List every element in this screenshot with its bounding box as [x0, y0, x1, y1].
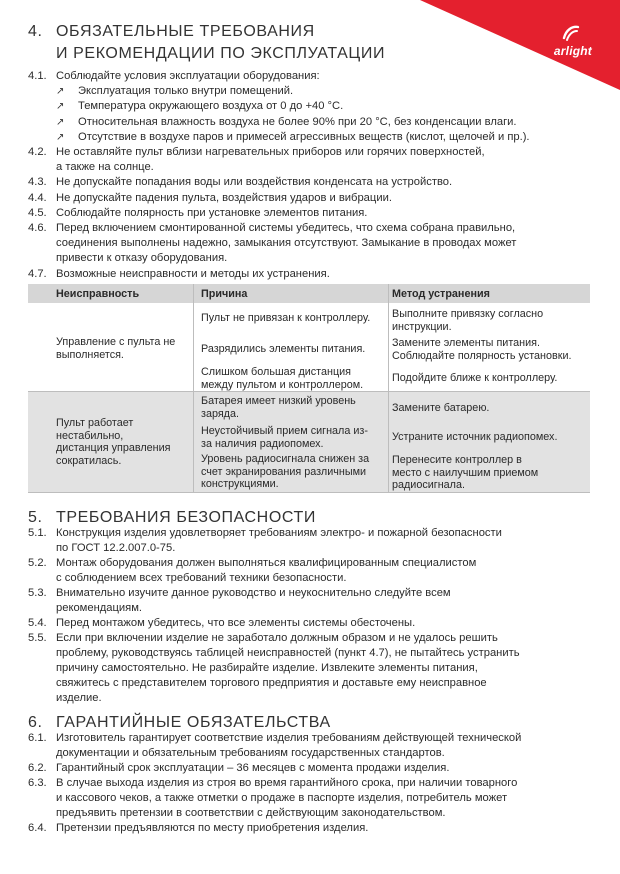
- item-text: предъявить претензии в соответствии с действующим законодательством.: [56, 807, 446, 819]
- fix-text: Замените элементы питания.: [392, 337, 540, 349]
- bullet-text: Относительная влажность воздуха не более 90% при 20 °C, без конденсации влаги.: [78, 115, 517, 128]
- item-text: а также на солнце.: [56, 161, 154, 174]
- item-number: 5.1.: [28, 527, 47, 539]
- fix-text: место с наилучшим приемом: [392, 466, 539, 479]
- cause-text: между пультом и контроллером.: [201, 378, 364, 391]
- item-number: 6.2.: [28, 762, 47, 774]
- item-text: Не допускайте попадания воды или воздействия конденсата на устройство.: [56, 176, 453, 189]
- table-header-cell: Неисправность: [56, 288, 140, 300]
- cause-text: Батарея имеет низкий уровень: [201, 395, 356, 407]
- section-title: ОБЯЗАТЕЛЬНЫЕ ТРЕБОВАНИЯ: [56, 23, 315, 40]
- section-5-heading: [28, 508, 316, 528]
- item-text: Соблюдайте условия эксплуатации оборудования:: [56, 70, 320, 82]
- fault-text: Управление с пульта не: [56, 336, 176, 348]
- item-text: Претензии предъявляются по месту приобретения изделия.: [56, 822, 369, 834]
- fix-text: радиосигнала.: [392, 479, 465, 491]
- section-number: 4.: [28, 23, 43, 40]
- cause-text: Слишком большая дистанция: [201, 366, 352, 378]
- item-number: 4.4.: [28, 191, 47, 204]
- section-number: 5.: [28, 509, 43, 526]
- item-text: Внимательно изучите данное руководство и неукоснительно следуйте всем: [56, 587, 451, 599]
- section-title: ГАРАНТИЙНЫЕ ОБЯЗАТЕЛЬСТВА: [56, 714, 331, 731]
- item-text: проблему, руководствуясь таблицей неисправностей (пункт 4.7), не пытайтесь устранить: [56, 647, 520, 659]
- item-text: и кассового чеков, а также отметки о продаже в паспорте изделия, потребитель может: [56, 792, 508, 804]
- cause-text: Пульт не привязан к контроллеру.: [201, 312, 371, 324]
- cause-text: Уровень радиосигнала снижен за: [201, 453, 370, 465]
- item-number: 6.3.: [28, 777, 47, 789]
- item-text: Перед включением смонтированной системы убедитесь, что схема собрана правильно,: [56, 222, 516, 234]
- arlight-logo-icon: [560, 22, 582, 44]
- fix-text: Замените батарею.: [392, 402, 490, 414]
- item-text: свяжитесь с представителем торгового предприятия и доставьте ему неисправное: [56, 677, 487, 689]
- item-text: Соблюдайте полярность при установке элементов питания.: [56, 206, 368, 219]
- item-number: 6.4.: [28, 822, 47, 834]
- item-number: 5.5.: [28, 632, 47, 644]
- item-text: Если при включении изделие не заработало должным образом и не удалось решить: [56, 632, 498, 644]
- fault-text: сократилась.: [56, 454, 122, 467]
- cause-text: счет экранирования различными: [201, 465, 367, 478]
- item-text: Не допускайте падения пульта, воздействия ударов и вибрации.: [56, 191, 392, 204]
- fix-text: Соблюдайте полярность установки.: [392, 349, 572, 362]
- item-text: Возможные неисправности и методы их устранения.: [56, 267, 330, 280]
- item-text: Гарантийный срок эксплуатации – 36 месяцев с момента продажи изделия.: [56, 762, 450, 774]
- item-text: Конструкция изделия удовлетворяет требованиям электро- и пожарной безопасности: [56, 527, 502, 539]
- fix-text: Устраните источник радиопомех.: [392, 431, 558, 443]
- fault-text: выполняется.: [56, 348, 124, 361]
- cause-text: конструкциями.: [201, 478, 279, 490]
- table-header-cell: Причина: [201, 288, 248, 300]
- bullet-text: Эксплуатация только внутри помещений.: [78, 85, 294, 98]
- bullet-text: Температура окружающего воздуха от 0 до +40 °C.: [78, 100, 344, 113]
- item-text: причину самостоятельно. Не разбирайте изделие. Извлеките элементы питания,: [56, 662, 478, 674]
- item-text: привести к отказу оборудования.: [56, 252, 228, 265]
- item-text: рекомендациям.: [56, 602, 143, 614]
- table-column-divider: [388, 284, 389, 492]
- table-row-divider: [28, 492, 590, 493]
- item-text: документации и обязательным требованиям государственных стандартов.: [56, 747, 445, 759]
- section-6-heading: [28, 713, 331, 733]
- fault-text: дистанция управления: [56, 442, 171, 454]
- cause-text: заряда.: [201, 407, 239, 420]
- section-4-heading-line2: И РЕКОМЕНДАЦИИ ПО ЭКСПЛУАТАЦИИ: [56, 45, 386, 62]
- section-title: ТРЕБОВАНИЯ БЕЗОПАСНОСТИ: [56, 509, 316, 526]
- item-number: 4.7.: [28, 267, 47, 280]
- section-4-heading: [28, 22, 315, 42]
- bullet-arrow-icon: ↗: [56, 131, 65, 143]
- item-text: В случае выхода изделия из строя во время гарантийного срока, при наличии товарного: [56, 777, 518, 789]
- bullet-text: Отсутствие в воздухе паров и примесей агрессивных веществ (кислот, щелочей и пр.).: [78, 130, 530, 143]
- item-text: Перед монтажом убедитесь, что все элементы системы обесточены.: [56, 617, 416, 629]
- item-number: 5.2.: [28, 557, 47, 569]
- item-number: 4.3.: [28, 176, 47, 189]
- item-number: 5.4.: [28, 617, 47, 629]
- item-text: с соблюдением всех требований техники безопасности.: [56, 572, 347, 584]
- item-number: 4.5.: [28, 206, 47, 219]
- item-number: 4.2.: [28, 146, 47, 158]
- section-number: 6.: [28, 714, 43, 731]
- item-text: по ГОСТ 12.2.007.0-75.: [56, 542, 176, 554]
- item-number: 5.3.: [28, 587, 47, 599]
- table-column-divider: [193, 284, 194, 492]
- fix-text: Выполните привязку согласно: [392, 308, 544, 320]
- item-text: Монтаж оборудования должен выполняться квалифицированным специалистом: [56, 557, 477, 569]
- item-text: Не оставляйте пульт вблизи нагревательных приборов или горячих поверхностей,: [56, 146, 485, 158]
- item-number: 6.1.: [28, 732, 47, 744]
- fix-text: Подойдите ближе к контроллеру.: [392, 372, 558, 384]
- fault-text: Пульт работает: [56, 417, 134, 429]
- item-text: соединения выполнены надежно, замыкания отсутствуют. Замыкание в проводах может: [56, 237, 517, 250]
- cause-text: Разрядились элементы питания.: [201, 343, 366, 355]
- bullet-arrow-icon: ↗: [56, 101, 65, 113]
- table-row-divider: [28, 391, 590, 392]
- fix-text: инструкции.: [392, 320, 452, 333]
- cause-text: за наличия радиопомех.: [201, 437, 324, 450]
- table-header-cell: Метод устранения: [392, 288, 490, 300]
- fix-text: Перенесите контроллер в: [392, 454, 522, 466]
- bullet-arrow-icon: ↗: [56, 86, 65, 98]
- bullet-arrow-icon: ↗: [56, 116, 65, 128]
- item-text: изделие.: [56, 692, 102, 704]
- item-number: 4.6.: [28, 222, 47, 234]
- cause-text: Неустойчивый прием сигнала из-: [201, 425, 368, 437]
- item-text: Изготовитель гарантирует соответствие изделия требованиям действующей технической: [56, 732, 522, 744]
- item-number: 4.1.: [28, 70, 47, 82]
- fault-text: нестабильно,: [56, 429, 124, 442]
- brand-logo: arlight: [553, 44, 592, 58]
